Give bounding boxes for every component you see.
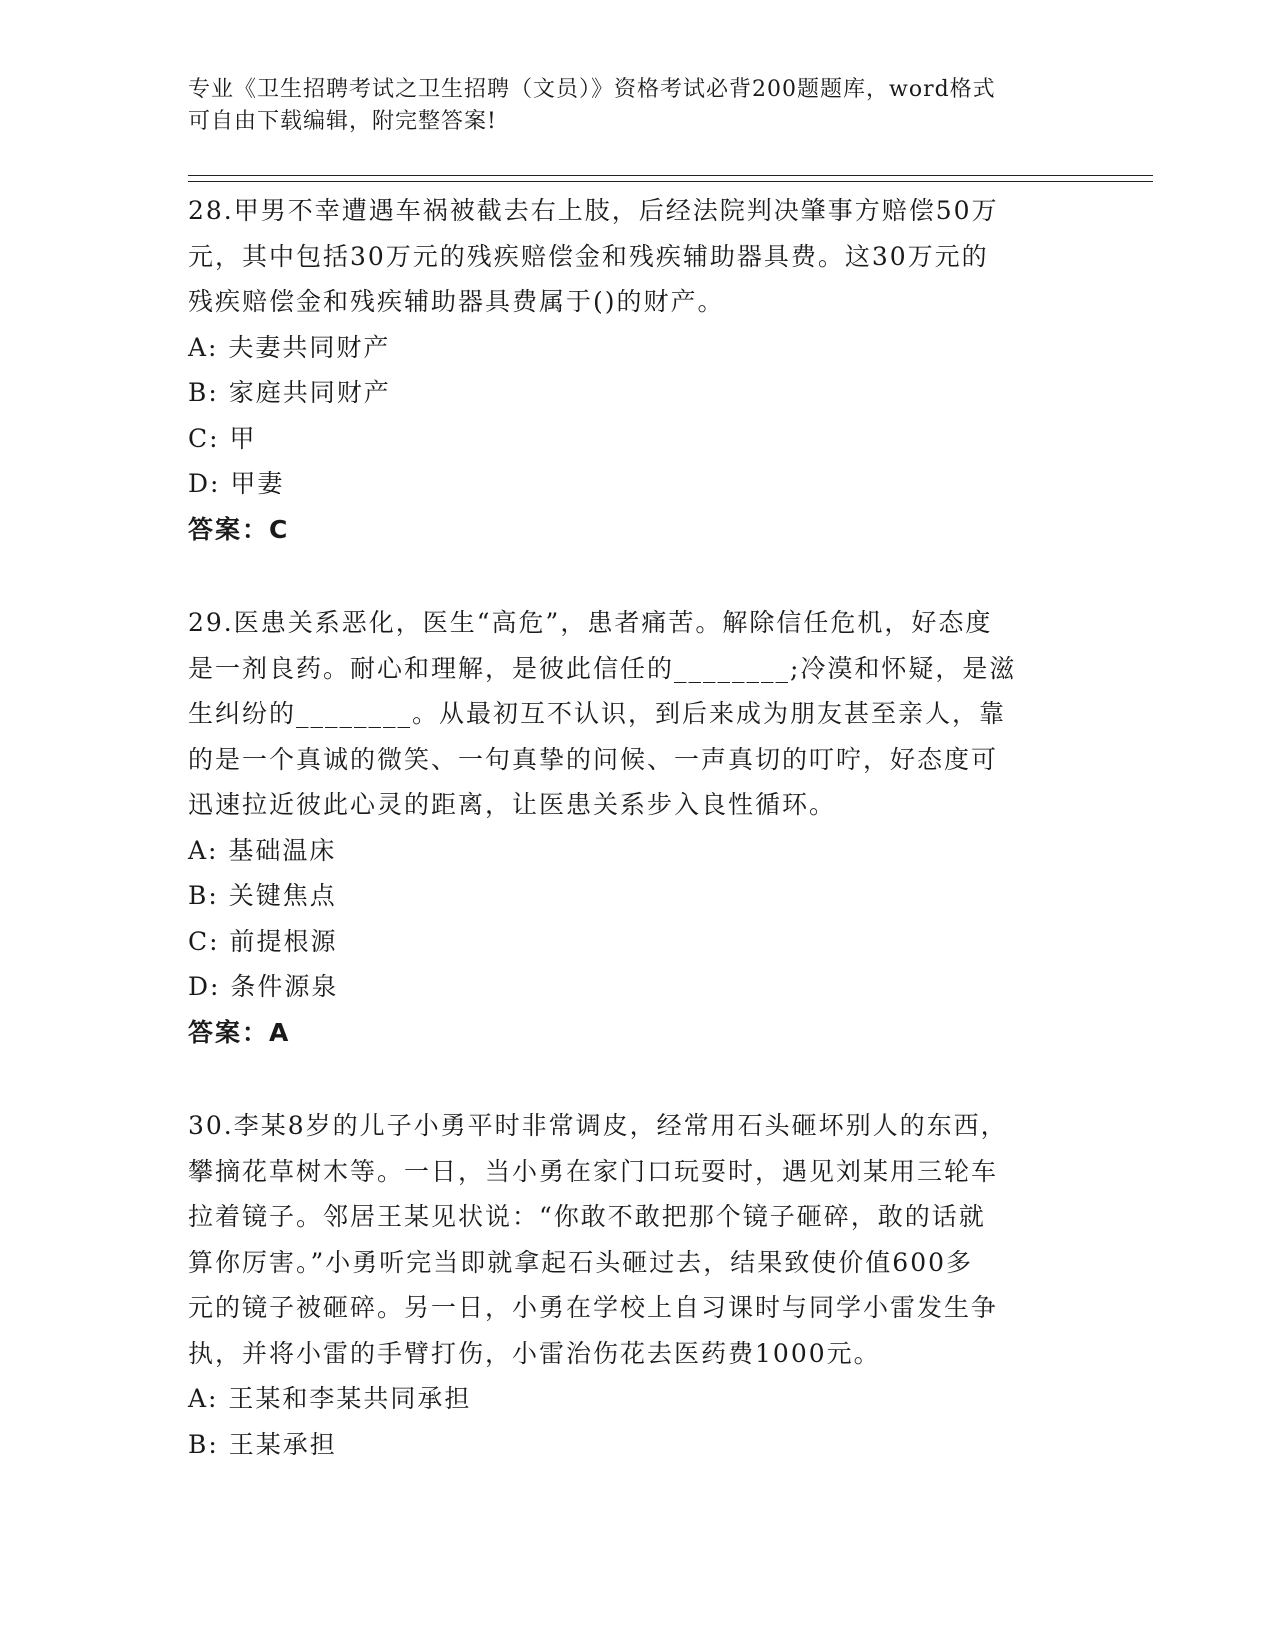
header-title-line-2: 可自由下载编辑，附完整答案!: [188, 109, 497, 134]
question-stem-line: 29.医患关系恶化，医生“高危”，患者痛苦。解除信任危机，好态度: [188, 608, 993, 637]
option-a: A: 夫妻共同财产: [188, 332, 391, 362]
question-29: [188, 600, 1088, 1055]
question-stem-line: 算你厉害。”小勇听完当即就拿起石头砸过去，结果致使价值600多: [188, 1247, 974, 1277]
question-stem-line: 28.甲男不幸遭遇车祸被截去右上肢，后经法院判决肇事方赔偿50万: [188, 196, 999, 225]
header-divider-bottom: [188, 181, 1153, 182]
header-divider-top: [188, 175, 1153, 176]
option-c: C: 甲: [188, 423, 257, 453]
question-30: [188, 1103, 1088, 1467]
question-stem-line: 元的镜子被砸碎。另一日，小勇在学校上自习课时与同学小雷发生争: [188, 1293, 999, 1322]
question-28: [188, 188, 1088, 552]
question-stem-line: 残疾赔偿金和残疾辅助器具费属于()的财产。: [188, 287, 725, 316]
option-a: A: 王某和李某共同承担: [188, 1384, 472, 1413]
answer-label: 答案：C: [188, 514, 290, 544]
question-spacer: [188, 552, 1088, 600]
option-d: D: 条件源泉: [188, 972, 339, 1001]
question-stem-line: 攀摘花草树木等。一日，当小勇在家门口玩耍时，遇见刘某用三轮车: [188, 1156, 999, 1186]
question-stem-line: 拉着镜子。邻居王某见状说：“你敢不敢把那个镜子砸碎，敢的话就: [188, 1202, 986, 1231]
question-stem-line: 的是一个真诚的微笑、一句真挚的问候、一声真切的叮咛，好态度可: [188, 744, 999, 774]
question-stem-line: 生纠纷的________。从最初互不认识，到后来成为朋友甚至亲人，靠: [188, 699, 1007, 728]
question-stem-line: 是一剂良药。耐心和理解，是彼此信任的________;冷漠和怀疑，是滋: [188, 653, 1017, 683]
option-b: B: 家庭共同财产: [188, 378, 391, 407]
document-header: [188, 74, 1068, 138]
question-stem-line: 30.李某8岁的儿子小勇平时非常调皮，经常用石头砸坏别人的东西，: [188, 1111, 1008, 1140]
header-title-line-1: 专业《卫生招聘考试之卫生招聘（文员）》资格考试必背200题题库，word格式: [188, 77, 996, 102]
option-d: D: 甲妻: [188, 469, 285, 498]
question-stem-line: 元，其中包括30万元的残疾赔偿金和残疾辅助器具费。这30万元的: [188, 241, 989, 271]
option-b: B: 王某承担: [188, 1429, 337, 1459]
question-list: [188, 188, 1088, 1467]
question-stem-line: 迅速拉近彼此心灵的距离，让医患关系步入良性循环。: [188, 790, 837, 819]
question-spacer: [188, 1055, 1088, 1103]
question-stem-line: 执，并将小雷的手臂打伤，小雷治伤花去医药费1000元。: [188, 1338, 881, 1368]
answer-label: 答案：A: [188, 1017, 291, 1047]
option-a: A: 基础温床: [188, 835, 337, 865]
option-c: C: 前提根源: [188, 926, 338, 956]
option-b: B: 关键焦点: [188, 881, 337, 910]
